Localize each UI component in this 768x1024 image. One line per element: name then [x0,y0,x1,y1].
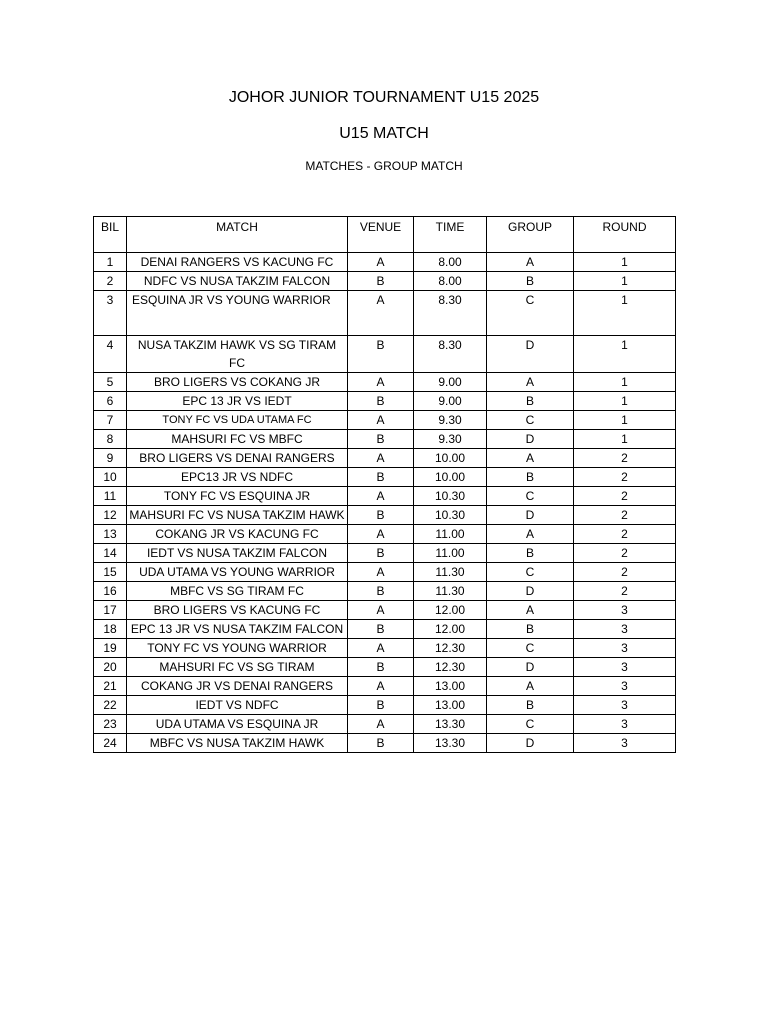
cell-bil: 13 [94,525,127,544]
cell-round: 2 [574,582,676,601]
cell-time: 12.30 [414,658,487,677]
cell-round: 2 [574,525,676,544]
cell-bil: 6 [94,392,127,411]
cell-match: COKANG JR VS DENAI RANGERS [127,677,348,696]
match-schedule-table [93,216,676,753]
cell-match: MAHSURI FC VS NUSA TAKZIM HAWK [127,506,348,525]
cell-time: 13.00 [414,677,487,696]
cell-venue: A [348,411,414,430]
cell-group: C [487,563,574,582]
cell-group: B [487,468,574,487]
cell-round: 2 [574,449,676,468]
cell-time: 9.00 [414,373,487,392]
cell-time: 8.30 [414,291,487,336]
cell-round: 2 [574,468,676,487]
section-heading: MATCHES - GROUP MATCH [305,159,463,173]
cell-bil: 2 [94,272,127,291]
cell-match: DENAI RANGERS VS KACUNG FC [127,253,348,272]
cell-match: NDFC VS NUSA TAKZIM FALCON [127,272,348,291]
cell-round: 1 [574,336,676,373]
cell-group: A [487,601,574,620]
cell-bil: 5 [94,373,127,392]
cell-group: A [487,373,574,392]
cell-round: 1 [574,253,676,272]
cell-round: 3 [574,658,676,677]
cell-venue: A [348,373,414,392]
cell-time: 13.00 [414,696,487,715]
cell-match: BRO LIGERS VS COKANG JR [127,373,348,392]
cell-time: 10.30 [414,506,487,525]
table-row [94,430,676,449]
cell-venue: A [348,563,414,582]
cell-round: 1 [574,373,676,392]
cell-group: D [487,658,574,677]
table-row [94,336,676,373]
table-row [94,715,676,734]
cell-venue: A [348,715,414,734]
cell-group: B [487,620,574,639]
cell-time: 10.00 [414,468,487,487]
cell-round: 1 [574,411,676,430]
cell-match: TONY FC VS UDA UTAMA FC [127,411,348,430]
table-row [94,639,676,658]
table-header-row [94,217,676,253]
document-subtitle: U15 MATCH [339,125,429,142]
table-row [94,468,676,487]
cell-time: 12.00 [414,620,487,639]
cell-bil: 11 [94,487,127,506]
column-header-group: GROUP [487,217,574,253]
cell-time: 8.30 [414,336,487,373]
cell-time: 8.00 [414,272,487,291]
cell-group: C [487,487,574,506]
cell-bil: 9 [94,449,127,468]
cell-group: D [487,336,574,373]
cell-group: D [487,506,574,525]
table-row [94,253,676,272]
cell-venue: B [348,336,414,373]
column-header-time: TIME [414,217,487,253]
cell-match: NUSA TAKZIM HAWK VS SG TIRAM FC [127,336,348,373]
cell-round: 3 [574,715,676,734]
cell-bil: 20 [94,658,127,677]
table-row [94,272,676,291]
cell-time: 11.00 [414,544,487,563]
table-row [94,658,676,677]
cell-venue: B [348,734,414,753]
cell-time: 9.30 [414,411,487,430]
cell-venue: B [348,430,414,449]
cell-time: 8.00 [414,253,487,272]
cell-venue: A [348,525,414,544]
cell-round: 2 [574,563,676,582]
cell-group: A [487,449,574,468]
cell-match: UDA UTAMA VS YOUNG WARRIOR [127,563,348,582]
cell-bil: 17 [94,601,127,620]
cell-bil: 7 [94,411,127,430]
cell-bil: 1 [94,253,127,272]
table-row [94,544,676,563]
cell-time: 11.30 [414,582,487,601]
table-row [94,525,676,544]
cell-match: MAHSURI FC VS MBFC [127,430,348,449]
cell-time: 12.30 [414,639,487,658]
cell-venue: B [348,658,414,677]
cell-match: COKANG JR VS KACUNG FC [127,525,348,544]
cell-venue: A [348,449,414,468]
cell-group: B [487,696,574,715]
cell-bil: 24 [94,734,127,753]
cell-venue: B [348,392,414,411]
cell-bil: 14 [94,544,127,563]
cell-venue: A [348,639,414,658]
cell-round: 1 [574,272,676,291]
cell-match: IEDT VS NDFC [127,696,348,715]
cell-match: TONY FC VS YOUNG WARRIOR [127,639,348,658]
cell-time: 12.00 [414,601,487,620]
cell-time: 11.30 [414,563,487,582]
cell-group: C [487,411,574,430]
column-header-round: ROUND [574,217,676,253]
cell-group: D [487,582,574,601]
cell-round: 3 [574,696,676,715]
table-row [94,563,676,582]
cell-bil: 15 [94,563,127,582]
cell-venue: B [348,272,414,291]
cell-round: 1 [574,430,676,449]
cell-round: 3 [574,734,676,753]
cell-bil: 16 [94,582,127,601]
document-title: JOHOR JUNIOR TOURNAMENT U15 2025 [228,89,540,106]
cell-round: 1 [574,291,676,336]
cell-round: 3 [574,601,676,620]
table-row [94,411,676,430]
cell-venue: A [348,487,414,506]
cell-match: UDA UTAMA VS ESQUINA JR [127,715,348,734]
cell-venue: B [348,620,414,639]
column-header-bil: BIL [94,217,127,253]
cell-group: A [487,253,574,272]
cell-match: EPC13 JR VS NDFC [127,468,348,487]
cell-venue: A [348,601,414,620]
cell-round: 2 [574,506,676,525]
cell-bil: 18 [94,620,127,639]
cell-venue: B [348,506,414,525]
cell-bil: 3 [94,291,127,336]
table-row [94,392,676,411]
table-row [94,677,676,696]
cell-group: A [487,525,574,544]
cell-round: 3 [574,620,676,639]
table-row [94,601,676,620]
cell-match: ESQUINA JR VS YOUNG WARRIOR [127,291,348,336]
cell-group: B [487,272,574,291]
table-row [94,373,676,392]
cell-round: 3 [574,639,676,658]
cell-match: MBFC VS NUSA TAKZIM HAWK [127,734,348,753]
cell-group: A [487,677,574,696]
cell-round: 3 [574,677,676,696]
cell-venue: A [348,677,414,696]
cell-bil: 19 [94,639,127,658]
cell-group: B [487,544,574,563]
table-row [94,506,676,525]
cell-venue: B [348,468,414,487]
cell-match: EPC 13 JR VS NUSA TAKZIM FALCON [127,620,348,639]
cell-bil: 12 [94,506,127,525]
cell-bil: 22 [94,696,127,715]
cell-venue: B [348,696,414,715]
cell-group: B [487,392,574,411]
cell-round: 1 [574,392,676,411]
cell-time: 11.00 [414,525,487,544]
column-header-match: MATCH [127,217,348,253]
cell-group: C [487,639,574,658]
table-row [94,582,676,601]
table-row [94,696,676,715]
cell-time: 9.00 [414,392,487,411]
cell-time: 13.30 [414,734,487,753]
cell-bil: 21 [94,677,127,696]
table-row [94,291,676,336]
cell-match: IEDT VS NUSA TAKZIM FALCON [127,544,348,563]
cell-time: 10.30 [414,487,487,506]
cell-bil: 23 [94,715,127,734]
cell-bil: 8 [94,430,127,449]
cell-venue: B [348,544,414,563]
cell-match: MAHSURI FC VS SG TIRAM [127,658,348,677]
cell-venue: B [348,582,414,601]
table-row [94,487,676,506]
cell-time: 13.30 [414,715,487,734]
cell-group: C [487,715,574,734]
cell-match: BRO LIGERS VS KACUNG FC [127,601,348,620]
cell-round: 2 [574,487,676,506]
cell-bil: 10 [94,468,127,487]
cell-venue: A [348,253,414,272]
cell-match: MBFC VS SG TIRAM FC [127,582,348,601]
cell-round: 2 [574,544,676,563]
table-row [94,734,676,753]
cell-group: C [487,291,574,336]
cell-match: BRO LIGERS VS DENAI RANGERS [127,449,348,468]
cell-time: 9.30 [414,430,487,449]
cell-time: 10.00 [414,449,487,468]
cell-bil: 4 [94,336,127,373]
cell-match: TONY FC VS ESQUINA JR [127,487,348,506]
cell-group: D [487,734,574,753]
cell-venue: A [348,291,414,336]
column-header-venue: VENUE [348,217,414,253]
table-row [94,449,676,468]
table-row [94,620,676,639]
cell-group: D [487,430,574,449]
cell-match: EPC 13 JR VS IEDT [127,392,348,411]
